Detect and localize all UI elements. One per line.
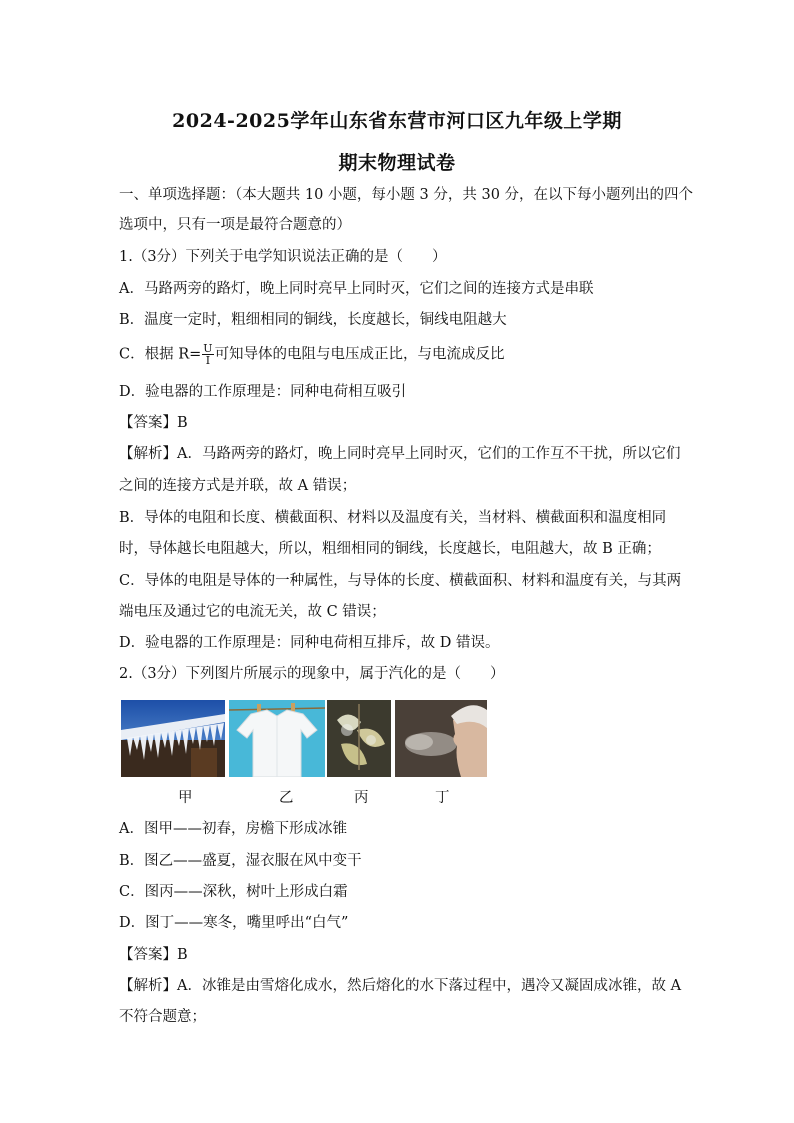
question1-explanation-line6: 端电压及通过它的电流无关，故 C 错误； [119,604,386,620]
question2-explanation-line1: 【解析】A．冰锥是由雪熔化成水，然后熔化的水下落过程中，遇冷又凝固成冰锥，故 A [119,978,682,994]
question2-answer: 【答案】B [119,947,188,963]
cold-breath-image [395,700,487,777]
question1-option-a: A．马路两旁的路灯，晚上同时亮早上同时灭，它们之间的连接方式是串联 [119,281,594,297]
drying-shirt-image [229,700,325,777]
question2-option-d: D．图丁——寒冬，嘴里呼出“白气” [119,915,349,931]
caption-ding: 丁 [435,790,450,806]
question1-explanation-line3: B．导体的电阻和长度、横截面积、材料以及温度有关，当材料、横截面积和温度相同 [119,510,667,526]
question1-explanation-line4: 时，导体越长电阻越大，所以，粗细相同的铜线，长度越长，电阻越大，故 B 正确； [119,541,661,557]
exam-title-line2: 期末物理试卷 [338,152,456,174]
question2-option-c: C．图丙——深秋，树叶上形成白霜 [119,884,348,900]
question2-stem: 2.（3分）下列图片所展示的现象中，属于汽化的是（ ） [119,666,505,682]
question1-option-b: B．温度一定时，粗细相同的铜线，长度越长，铜线电阻越大 [119,312,507,328]
section-heading-line1: 一、单项选择题：（本大题共 10 小题，每小题 3 分，共 30 分，在以下每小题列出的四个 [119,187,694,203]
question2-option-a: A．图甲——初春，房檐下形成冰锥 [119,821,347,837]
caption-bing: 丙 [354,790,369,806]
formula-fraction [202,343,213,366]
question1-option-d: D．验电器的工作原理是：同种电荷相互吸引 [119,384,407,400]
question1-explanation-line1: 【解析】A．马路两旁的路灯，晚上同时亮早上同时灭，它们的工作互不干扰，所以它们 [119,446,681,462]
question1-explanation-line2: 之间的连接方式是并联，故 A 错误； [119,478,357,494]
fraction-denominator: I [205,354,211,367]
question1-answer: 【答案】B [119,415,188,431]
option-c-suffix: 可知导体的电阻与电压成正比，与电流成反比 [214,346,505,363]
frost-leaves-image [327,700,391,777]
caption-jia: 甲 [178,790,193,806]
fraction-numerator: U [203,342,213,355]
caption-yi: 乙 [279,790,294,806]
question2-explanation-line2: 不符合题意； [119,1009,206,1025]
section-heading-line2: 选项中，只有一项是最符合题意的） [119,217,351,233]
question1-option-c [119,343,679,366]
exam-title-line1: 2024-2025学年山东省东营市河口区九年级上学期 [172,110,622,132]
question1-explanation-line7: D．验电器的工作原理是：同种电荷相互排斥，故 D 错误。 [119,635,500,651]
question2-option-b: B．图乙——盛夏，湿衣服在风中变干 [119,853,362,869]
icicles-image [121,700,225,777]
question1-explanation-line5: C．导体的电阻是导体的一种属性，与导体的长度、横截面积、材料和温度有关，与其两 [119,573,682,589]
option-c-prefix: C．根据 R= [119,346,202,363]
question1-stem: 1.（3分）下列关于电学知识说法正确的是（ ） [119,249,447,265]
